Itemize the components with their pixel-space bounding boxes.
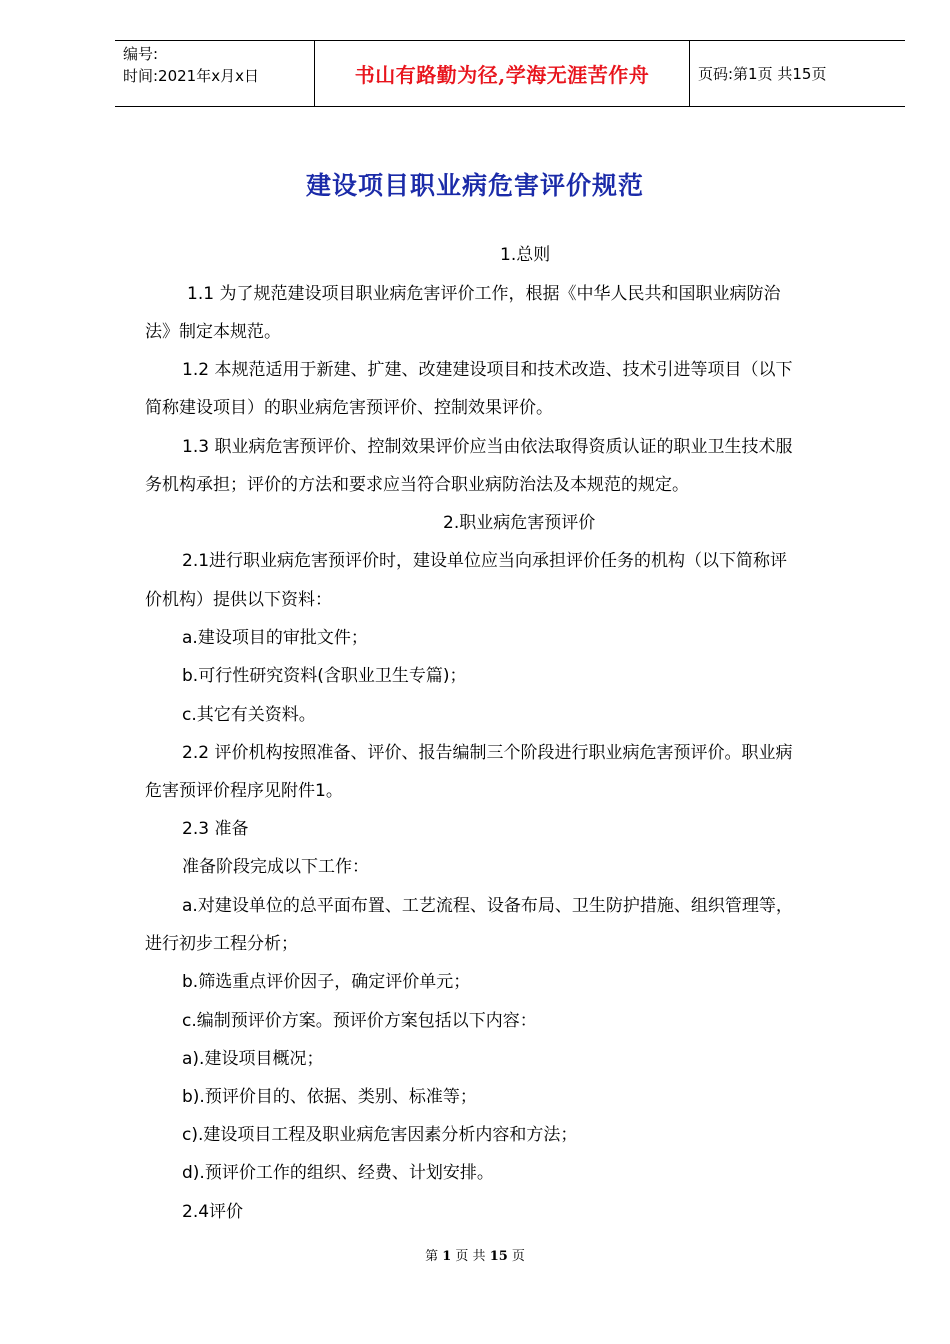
list-item-continuation: 进行初步工程分析； [145, 934, 298, 954]
section-heading: 1.总则 [500, 245, 551, 265]
footer-total-pages: 15 [489, 1249, 508, 1264]
list-item: a.对建设单位的总平面布置、工艺流程、设备布局、卫生防护措施、组织管理等， [182, 896, 793, 916]
list-item: b.筛选重点评价因子，确定评价单元； [182, 972, 471, 992]
document-title: 建设项目职业病危害评价规范 [305, 171, 644, 200]
footer-suffix: 页 [511, 1249, 525, 1264]
list-item: c).建设项目工程及职业病危害因素分析内容和方法； [182, 1125, 578, 1145]
document-time-label: 时间:2021年x月x日 [123, 67, 259, 85]
header-meta [115, 41, 315, 106]
paragraph-line: 务机构承担；评价的方法和要求应当符合职业病防治法及本规范的规定。 [145, 475, 689, 495]
paragraph-line: 2.2 评价机构按照准备、评价、报告编制三个阶段进行职业病危害预评价。职业病 [182, 743, 793, 763]
header-motto: 书山有路勤为径,学海无涯苦作舟 [315, 41, 690, 106]
list-item: a).建设项目概况； [182, 1049, 324, 1069]
footer-middle: 页 共 [455, 1249, 486, 1264]
section-heading: 2.职业病危害预评价 [443, 513, 596, 533]
paragraph-line: 危害预评价程序见附件1。 [145, 781, 343, 801]
paragraph-line: 价机构）提供以下资料： [145, 590, 332, 610]
paragraph-line: 准备阶段完成以下工作： [182, 857, 369, 877]
document-number-label: 编号: [123, 45, 159, 63]
subsection-heading: 2.3 准备 [182, 819, 249, 839]
list-item: d).预评价工作的组织、经费、计划安排。 [182, 1163, 494, 1183]
page-footer [0, 1245, 950, 1264]
paragraph-line: 1.1 为了规范建设项目职业病危害评价工作，根据《中华人民共和国职业病防治 [187, 284, 781, 304]
footer-page-number: 1 [442, 1249, 452, 1264]
list-item: b).预评价目的、依据、类别、标准等； [182, 1087, 477, 1107]
list-item: b.可行性研究资料(含职业卫生专篇)； [182, 666, 467, 686]
subsection-heading: 2.4评价 [182, 1202, 244, 1222]
footer-prefix: 第 [425, 1249, 439, 1264]
header-page-info: 页码:第1页 共15页 [698, 65, 827, 83]
list-item: c.编制预评价方案。预评价方案包括以下内容： [182, 1011, 537, 1031]
paragraph-line: 1.2 本规范适用于新建、扩建、改建建设项目和技术改造、技术引进等项目（以下 [182, 360, 793, 380]
paragraph-line: 1.3 职业病危害预评价、控制效果评价应当由依法取得资质认证的职业卫生技术服 [182, 437, 793, 457]
list-item: a.建设项目的审批文件； [182, 628, 368, 648]
list-item: c.其它有关资料。 [182, 705, 316, 725]
paragraph-line: 法》制定本规范。 [145, 322, 281, 342]
paragraph-line: 2.1进行职业病危害预评价时，建设单位应当向承担评价任务的机构（以下简称评 [182, 551, 788, 571]
paragraph-line: 简称建设项目）的职业病危害预评价、控制效果评价。 [145, 398, 553, 418]
page-header [115, 40, 905, 107]
